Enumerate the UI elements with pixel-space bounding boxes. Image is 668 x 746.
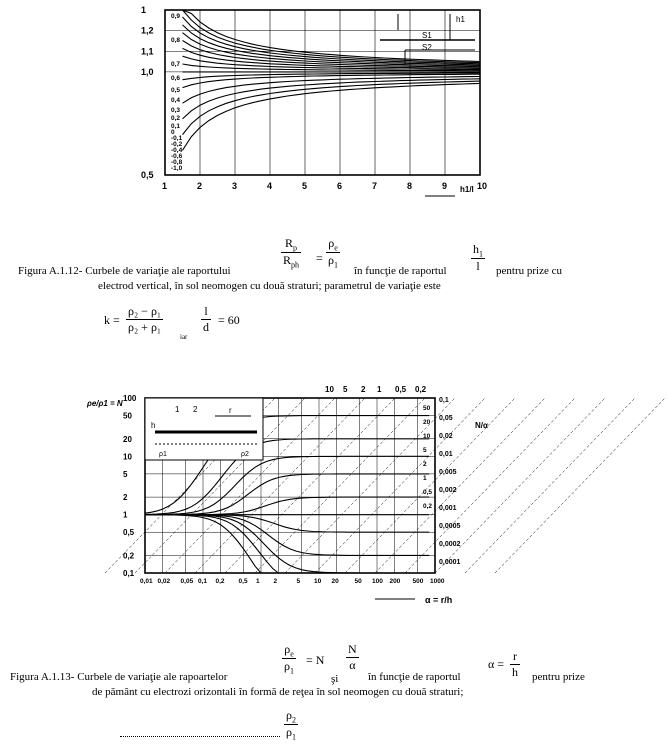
f2-right-axis: N/α <box>475 421 488 430</box>
f1-y-tick: 1,2 <box>141 25 154 36</box>
f1-x-tick: 6 <box>337 181 343 191</box>
f2-n-label: 10 <box>423 433 431 440</box>
f2-diag <box>405 398 575 573</box>
fig2-caption-eqN: = N <box>306 653 325 667</box>
f2-curve <box>145 515 429 556</box>
f2-x-tick: 10 <box>314 578 322 585</box>
fig1-iar: iar <box>180 333 188 341</box>
f2-x-tick: 20 <box>331 578 339 585</box>
f1-inset-s2: S2 <box>422 43 432 52</box>
fig1-caption-suffix: pentru prize cu <box>496 265 562 277</box>
f2-inset-one: 1 <box>175 405 180 414</box>
f2-inset-p1: ρ1 <box>159 451 167 458</box>
figure1-chart <box>130 0 490 210</box>
fig1-caption-equals: = <box>316 251 323 265</box>
f1-y-tick: 1 <box>141 5 147 15</box>
fig1-caption-rp-frac: $R_p$ $R_{ph}$ <box>283 236 300 270</box>
f1-curve <box>183 10 481 62</box>
f1-k-label: 0,9 <box>171 13 181 20</box>
f2-right-label: 0,0002 <box>439 541 461 548</box>
f2-y-tick: 1 <box>123 510 128 520</box>
fig1-caption-h1l-frac: $\frac{h_1}{l}$ <box>473 242 483 274</box>
f2-top-label: 5 <box>343 385 348 394</box>
fig1-k-frac: $\frac{\text{ρ₂ − ρ₁}}{\text{ρ₂ + ρ₁}}$ <box>128 304 162 334</box>
f2-n-label: 2 <box>423 461 427 468</box>
fig1-caption-prefix: Figura A.1.12- Curbele de variaţie ale raportului <box>18 265 231 277</box>
f1-k-label: 0,3 <box>171 107 181 114</box>
f1-x-tick: 3 <box>232 181 238 191</box>
figure2-chart <box>85 378 488 618</box>
f2-right-label: 0,0005 <box>439 523 461 530</box>
f2-curve <box>145 515 429 573</box>
f1-k-label: 0,8 <box>171 37 181 44</box>
f2-diag <box>495 398 665 573</box>
f2-x-tick: 2 <box>273 578 278 585</box>
f2-y-tick: 5 <box>123 469 128 479</box>
f2-diag <box>435 398 605 573</box>
fig1-eq60: = 60 <box>218 313 240 327</box>
f2-right-label: 0,002 <box>439 487 457 494</box>
f1-k-label: -0,8 <box>171 159 183 166</box>
fig1-caption-mid: în funcţie de raportul <box>354 265 447 277</box>
f2-right-label: 0,05 <box>439 415 453 422</box>
f2-y-tick: 100 <box>123 394 137 403</box>
f2-ylabel: ρe/ρ1 = N <box>87 399 123 408</box>
fig1-caption-line2: electrod vertical, în sol neomogen cu două straturi; parametrul de variaţie este <box>98 280 441 292</box>
f1-y-tick: 0,5 <box>141 170 154 180</box>
f2-right-label: 0,005 <box>439 469 457 476</box>
f2-x-tick: 5 <box>296 578 301 585</box>
f2-diag <box>465 398 635 573</box>
f1-k-label: -0,4 <box>171 147 183 154</box>
f2-top-label: 1 <box>377 385 382 394</box>
f2-top-label: 0,5 <box>395 385 407 394</box>
f1-inset-s1: S1 <box>422 31 432 40</box>
fig2-caption-alpha-eq: α = <box>488 657 505 671</box>
f2-x-tick: 1 <box>256 578 260 585</box>
f2-inset-r: r <box>229 406 232 415</box>
f1-k-label: 0,6 <box>171 75 181 82</box>
fig2-dotted-rule <box>120 736 280 737</box>
f1-k-label: -0,1 <box>171 135 183 142</box>
fig1-caption-rho-frac: $\frac{\rho_e}{\rho_1}$ <box>328 236 338 270</box>
f1-curve <box>183 81 481 135</box>
f2-x-tick: 200 <box>389 578 401 585</box>
fig2-caption-rho-frac: $\frac{\rho_e}{\rho_1}$ <box>284 642 294 676</box>
f2-curve <box>145 497 429 515</box>
f2-x-tick: 1000 <box>430 578 445 585</box>
fig2-caption-na-frac: $\frac{N}{\alpha}$ <box>348 642 357 672</box>
f2-right-label: 0,01 <box>439 451 453 458</box>
f2-diag <box>255 398 425 573</box>
f2-right-label: 0,1 <box>439 397 449 404</box>
f2-y-tick: 0,2 <box>123 551 135 561</box>
f2-top-label: 2 <box>361 385 366 394</box>
f2-right-label: 0,02 <box>439 433 453 440</box>
f1-curve <box>183 77 481 104</box>
f2-y-tick: 10 <box>123 452 132 462</box>
fig1-ld-frac: $\frac{l}{d}$ <box>203 304 209 334</box>
f1-x-tick: 5 <box>302 181 308 191</box>
f2-xlabel: α = r/h <box>425 595 453 605</box>
f1-curve <box>183 83 481 150</box>
f1-k-label: 0,5 <box>171 87 181 94</box>
f2-x-tick: 0,05 <box>180 578 194 585</box>
fig2-caption-prefix: Figura A.1.13- Curbele de variaţie ale rapoartelor <box>10 671 228 683</box>
f2-inset-p2: ρ2 <box>241 451 249 458</box>
f1-xlabel: h1/l <box>460 185 474 194</box>
f1-y-tick: 1,1 <box>141 46 154 57</box>
f1-inset-h: h1 <box>456 15 465 24</box>
f2-x-tick: 0,5 <box>238 578 248 585</box>
fig2-rho21-frac: $\frac{\rho_2}{\rho_1}$ <box>286 708 296 742</box>
f2-y-tick: 0,5 <box>123 528 135 538</box>
f2-curve <box>145 456 429 514</box>
f2-x-tick: 0,01 <box>140 578 153 585</box>
f2-top-label: 10 <box>325 385 334 394</box>
f2-x-tick: 50 <box>354 578 362 585</box>
f2-y-tick: 0,1 <box>123 569 135 578</box>
fig2-caption-mid: în funcţie de raportul <box>368 671 461 683</box>
f1-x-tick: 4 <box>267 181 273 191</box>
f2-n-label: 50 <box>423 405 431 412</box>
f1-x-tick: 10 <box>477 181 488 191</box>
f1-k-label: 0,7 <box>171 61 181 68</box>
f1-k-label: 0,4 <box>171 97 181 104</box>
f2-x-tick: 500 <box>412 578 424 585</box>
f1-k-label: 0 <box>171 129 175 136</box>
f2-n-label: 20 <box>423 419 431 426</box>
f1-k-label: -1,0 <box>171 165 183 172</box>
f1-x-tick: 1 <box>162 181 168 191</box>
f2-x-tick: 0,02 <box>157 578 171 585</box>
f2-n-label: 1 <box>423 475 427 482</box>
f2-x-tick: 100 <box>372 578 383 585</box>
f2-right-label: 0,0001 <box>439 559 461 566</box>
f1-k-label: -0,2 <box>171 141 183 148</box>
f1-k-label: -0,6 <box>171 153 183 160</box>
f2-x-tick: 0,2 <box>215 578 225 585</box>
f2-curve <box>145 515 429 533</box>
f2-n-label: 0,2 <box>423 503 433 510</box>
f2-y-tick: 20 <box>123 434 132 444</box>
f2-inset-two: 2 <box>193 405 198 414</box>
f2-inset-h: h <box>151 421 156 430</box>
f2-n-label: 0,5 <box>423 489 433 496</box>
f1-k-label: 0,2 <box>171 115 181 122</box>
f1-x-tick: 8 <box>407 181 413 191</box>
fig2-caption-suffix: pentru prize <box>532 671 585 683</box>
f1-x-tick: 7 <box>372 181 378 191</box>
fig2-caption-rh-frac: $\frac{r}{h}$ <box>512 649 518 679</box>
f1-y-tick: 1,0 <box>141 66 154 77</box>
fig1-k-label: k = <box>104 313 120 327</box>
f1-x-tick: 2 <box>197 181 203 191</box>
f2-y-tick: 50 <box>123 411 132 421</box>
f2-x-tick: 0,1 <box>198 578 208 585</box>
f1-x-tick: 9 <box>442 181 448 191</box>
fig2-caption-line2: de pământ cu electrozi orizontali în formă de reţea în sol neomogen cu două straturi; <box>92 686 464 698</box>
f2-n-label: 5 <box>423 447 427 454</box>
f1-k-label: 0,1 <box>171 123 181 130</box>
fig2-caption-si: şi <box>331 673 339 685</box>
f2-right-label: 0,001 <box>439 505 457 512</box>
f2-y-tick: 2 <box>123 493 128 503</box>
f2-top-label: 0,2 <box>415 385 427 394</box>
